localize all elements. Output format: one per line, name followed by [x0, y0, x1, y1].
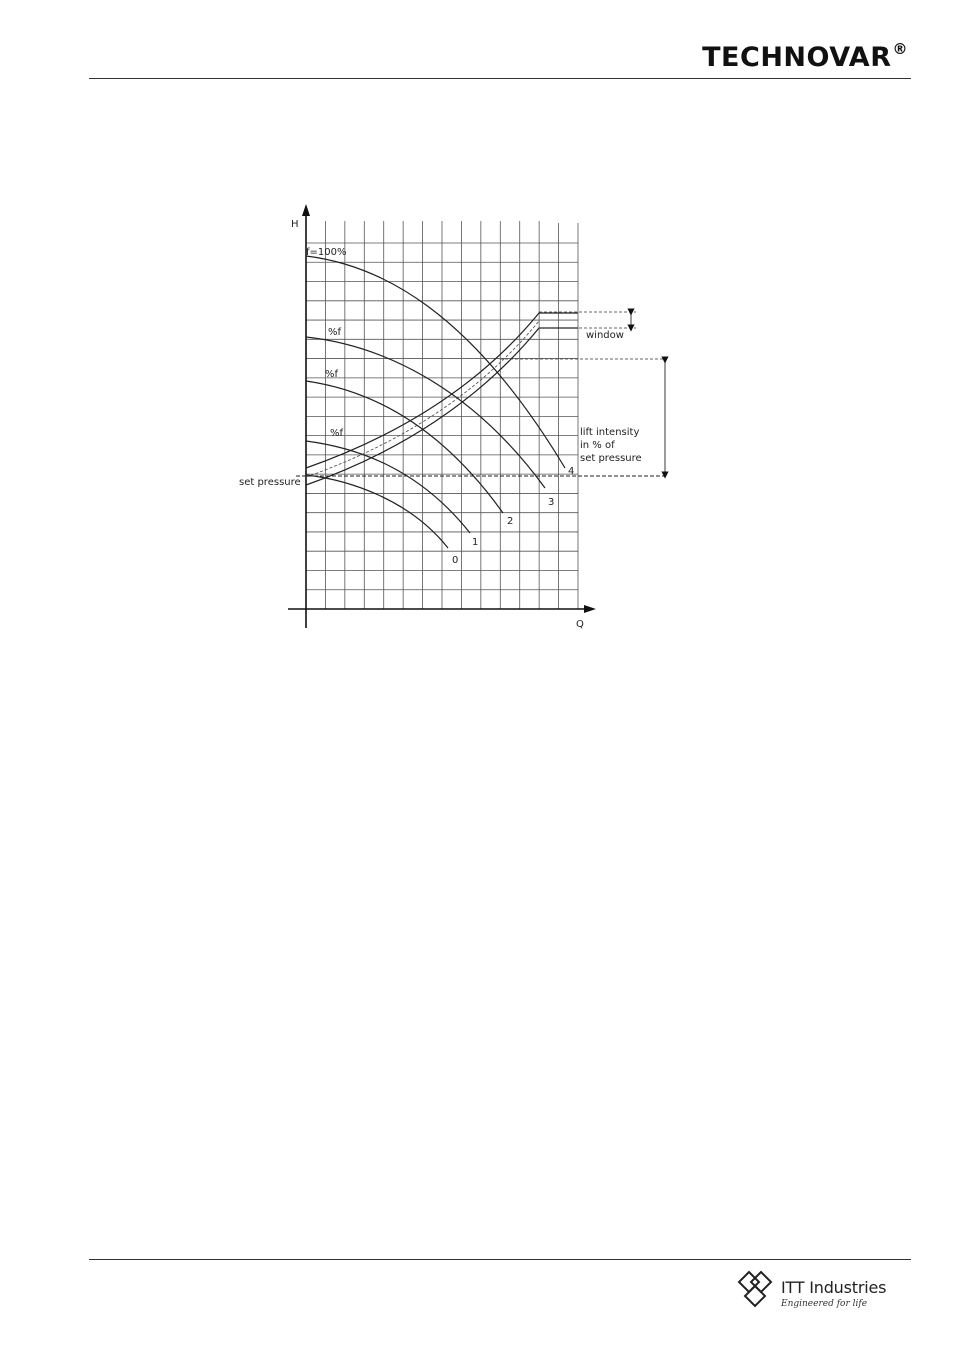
window-label: window: [586, 330, 624, 341]
pump-curve-0: [306, 475, 448, 548]
set-pressure-label: set pressure: [239, 477, 301, 488]
curve-number-0: 0: [452, 555, 459, 566]
y-axis-label: H: [291, 219, 299, 230]
lift-label-line-3: set pressure: [580, 453, 642, 464]
curve-freq-label-3: %f: [328, 327, 342, 338]
chart-grid: [306, 221, 578, 609]
registered-mark: ®: [892, 40, 908, 58]
footer-rule: [89, 1259, 911, 1260]
curve-number-3: 3: [548, 497, 555, 508]
y-axis-arrow-icon: [302, 204, 310, 216]
company-tagline: Engineered for life: [781, 1299, 868, 1309]
curve-top-label: f=100%: [306, 247, 347, 258]
itt-diamond-logo-icon: [735, 1268, 779, 1312]
x-axis-label: Q: [576, 619, 584, 630]
curve-number-1: 1: [472, 537, 479, 548]
lift-label-line-2: in % of: [580, 440, 615, 451]
pump-curve-3: [306, 337, 545, 488]
x-axis-arrow-icon: [584, 605, 596, 613]
curve-freq-label-1: %f: [330, 428, 344, 439]
curve-number-2: 2: [507, 516, 514, 527]
brand-name: TECHNOVAR: [702, 42, 892, 73]
company-name: ITT Industries: [781, 1278, 887, 1297]
footer-logo: [735, 1266, 905, 1314]
curve-freq-label-2: %f: [325, 369, 339, 380]
curve-number-4: 4: [568, 466, 575, 477]
lift-label-line-1: lift intensity: [580, 427, 640, 438]
